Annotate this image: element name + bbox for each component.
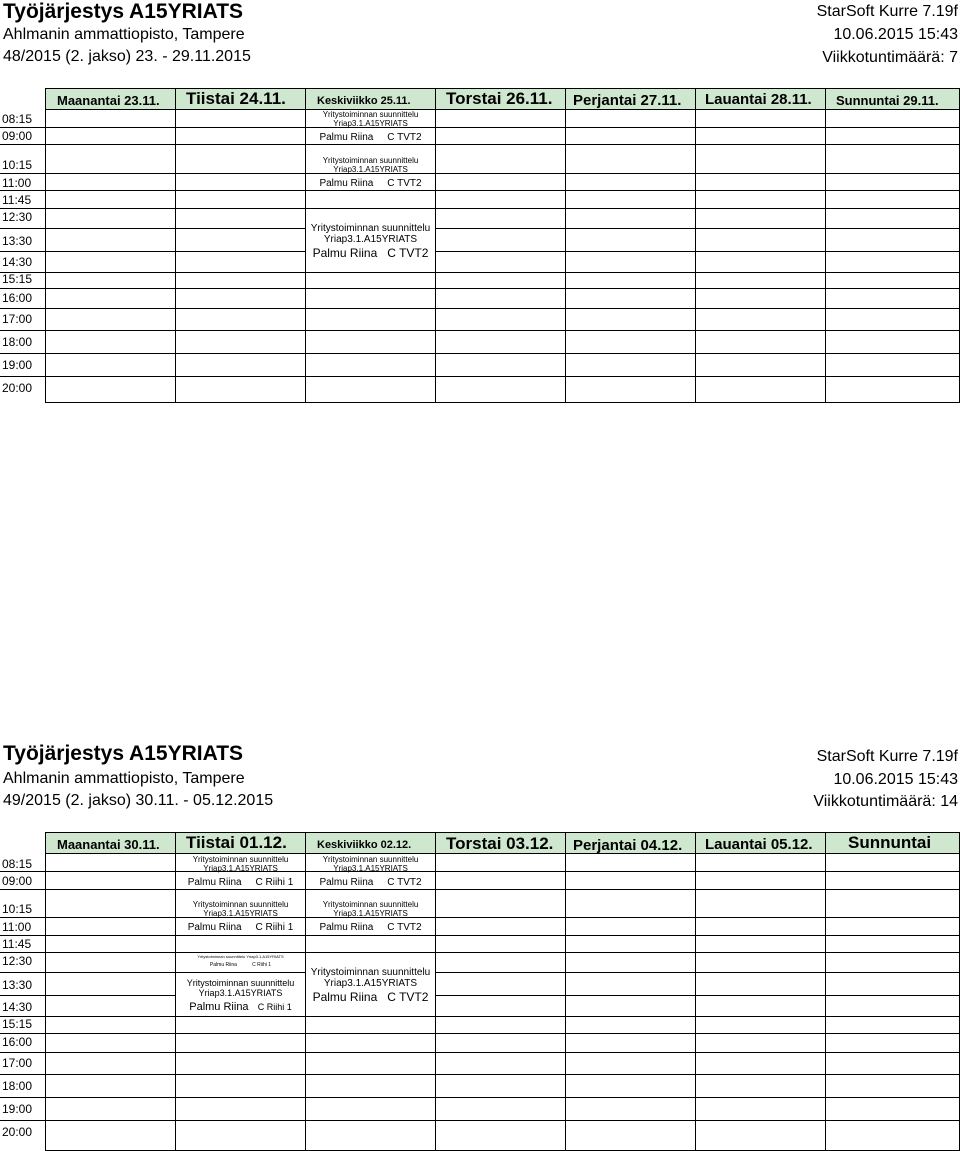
time-label: 11:45 — [2, 193, 32, 207]
time-label: 17:00 — [2, 1056, 33, 1070]
time-label: 18:00 — [2, 335, 33, 349]
row-line — [0, 288, 960, 289]
lesson-group: Yriap3.1.A15YRIATS — [333, 909, 408, 918]
time-label: 12:30 — [2, 210, 33, 224]
lesson-group: Yriap3.1.A15YRIATS — [198, 988, 283, 998]
lesson-block[interactable] — [306, 111, 435, 143]
lesson-group: Yriap3.1.A15YRIATS — [203, 864, 278, 873]
time-label: 16:00 — [2, 1035, 33, 1049]
day-header: Torstai 03.12. — [446, 834, 554, 853]
lesson-block[interactable] — [176, 955, 305, 968]
lesson-teacher: Palmu Riina — [312, 990, 378, 1004]
lesson-course: Yritystoiminnan suunnittelu — [186, 978, 295, 988]
time-label: 16:00 — [2, 291, 33, 305]
lesson-block[interactable] — [306, 157, 435, 189]
row-line — [0, 376, 960, 377]
row-line — [0, 144, 960, 145]
row-line — [0, 308, 960, 309]
day-header: Sunnuntai 29.11. — [836, 93, 939, 108]
time-label: 14:30 — [2, 255, 33, 269]
lesson-group: Yriap3.1.A15YRIATS — [246, 954, 284, 959]
day-separator — [825, 88, 826, 403]
row-line — [0, 173, 960, 174]
lesson-group: Yriap3.1.A15YRIATS — [333, 165, 408, 174]
print-timestamp: 10.06.2015 15:43 — [833, 771, 958, 788]
row-line — [0, 127, 960, 128]
lesson-group: Yriap3.1.A15YRIATS — [203, 909, 278, 918]
week-range: 48/2015 (2. jakso) 23. - 29.11.2015 — [3, 48, 251, 65]
day-header: Tiistai 01.12. — [186, 833, 287, 852]
row-line — [0, 1074, 960, 1075]
lesson-teacher: Palmu Riina — [189, 1001, 249, 1013]
lesson-room: C TVT2 — [387, 990, 429, 1004]
lesson-block[interactable] — [306, 901, 435, 933]
lesson-room: C TVT2 — [387, 877, 422, 888]
row-line — [0, 952, 960, 953]
time-label: 17:00 — [2, 312, 33, 326]
day-separator — [565, 832, 566, 1151]
time-label: 13:30 — [2, 234, 33, 248]
row-line — [0, 1097, 960, 1098]
weekly-hours: Viikkotuntimäärä: 7 — [822, 49, 958, 66]
day-header: Lauantai 28.11. — [705, 91, 812, 108]
day-header: Maanantai 23.11. — [57, 93, 160, 108]
lesson-room: C Riihi 1 — [255, 922, 294, 933]
time-label: 20:00 — [2, 381, 33, 395]
week-range: 49/2015 (2. jakso) 30.11. - 05.12.2015 — [3, 792, 274, 809]
day-header: Maanantai 30.11. — [57, 837, 160, 852]
lesson-block[interactable] — [176, 856, 305, 888]
time-label: 19:00 — [2, 1102, 33, 1116]
lesson-room: C TVT2 — [387, 922, 422, 933]
time-label: 11:45 — [2, 937, 32, 951]
day-header: Lauantai 05.12. — [705, 836, 813, 853]
lesson-block[interactable] — [306, 968, 435, 1003]
day-header: Perjantai 27.11. — [573, 92, 682, 109]
day-separator — [695, 832, 696, 1151]
row-line — [0, 995, 960, 996]
lesson-course: Yritystoiminnan suunnittelu — [310, 967, 431, 978]
day-separator — [695, 88, 696, 403]
day-header: Keskiviikko 02.12. — [317, 839, 412, 851]
day-separator — [175, 88, 176, 403]
lesson-course: Yritystoiminnan suunnittelu — [322, 855, 419, 864]
time-label: 12:30 — [2, 954, 33, 968]
software-version: StarSoft Kurre 7.19f — [816, 3, 958, 20]
organization-name: Ahlmanin ammattiopisto, Tampere — [3, 26, 245, 43]
row-line — [0, 353, 960, 354]
row-line — [0, 871, 960, 872]
row-line — [0, 917, 960, 918]
lesson-teacher: Palmu Riina — [209, 962, 237, 968]
time-label: 10:15 — [2, 902, 33, 916]
time-label: 11:00 — [2, 920, 32, 934]
time-label: 15:15 — [2, 272, 33, 286]
page-title: Työjärjestys A15YRIATS — [3, 742, 244, 765]
lesson-teacher: Palmu Riina — [312, 246, 378, 260]
lesson-course: Yritystoiminnan suunnittelu — [310, 223, 431, 234]
lesson-course: Yritystoiminnan suunnittelu — [322, 900, 419, 909]
weekly-hours: Viikkotuntimäärä: 14 — [813, 793, 958, 810]
row-line — [0, 972, 960, 973]
lesson-course: Yritystoiminnan suunnittelu — [322, 156, 419, 165]
lesson-course: Yritystoiminnan suunnittelu — [197, 954, 246, 959]
day-separator — [435, 832, 436, 1151]
row-line — [0, 1120, 960, 1121]
day-header: Perjantai 04.12. — [573, 837, 683, 854]
lesson-teacher: Palmu Riina — [319, 877, 374, 888]
lesson-teacher: Palmu Riina — [319, 132, 374, 143]
lesson-teacher: Palmu Riina — [319, 178, 374, 189]
lesson-room: C Riihi 1 — [252, 962, 272, 968]
row-line — [0, 1033, 960, 1034]
lesson-group: Yriap3.1.A15YRIATS — [333, 119, 408, 128]
time-label: 15:15 — [2, 1017, 33, 1031]
lesson-block[interactable] — [176, 979, 305, 1013]
lesson-room: C TVT2 — [387, 246, 429, 260]
lesson-course: Yritystoiminnan suunnittelu — [322, 110, 419, 119]
schedule-grid — [45, 109, 960, 403]
lesson-room: C TVT2 — [387, 132, 422, 143]
day-header: Tiistai 24.11. — [186, 89, 286, 108]
time-label: 08:15 — [2, 112, 33, 126]
time-label: 11:00 — [2, 176, 32, 190]
time-label: 20:00 — [2, 1125, 33, 1139]
row-line — [0, 330, 960, 331]
row-line — [0, 228, 960, 229]
time-label: 09:00 — [2, 874, 33, 888]
time-label: 19:00 — [2, 358, 33, 372]
row-line — [0, 889, 960, 890]
lesson-course: Yritystoiminnan suunnittelu — [192, 900, 289, 909]
time-label: 14:30 — [2, 1000, 33, 1014]
time-label: 13:30 — [2, 978, 33, 992]
row-line — [0, 272, 960, 273]
time-label: 08:15 — [2, 857, 33, 871]
time-label: 18:00 — [2, 1079, 33, 1093]
day-header: Sunnuntai — [848, 833, 932, 852]
row-line — [0, 935, 960, 936]
row-line — [0, 1016, 960, 1017]
lesson-block[interactable] — [306, 856, 435, 888]
lesson-room: C TVT2 — [387, 178, 422, 189]
page-title: Työjärjestys A15YRIATS — [3, 0, 244, 23]
row-line — [0, 251, 960, 252]
lesson-room: C Riihi 1 — [257, 1002, 292, 1012]
time-label: 10:15 — [2, 158, 33, 172]
lesson-block[interactable] — [306, 224, 435, 259]
day-header: Keskiviikko 25.11. — [317, 95, 411, 107]
lesson-group: Yriap3.1.A15YRIATS — [333, 864, 408, 873]
schedule-page-week-48 — [0, 0, 960, 410]
lesson-teacher: Palmu Riina — [187, 877, 242, 888]
day-header: Torstai 26.11. — [446, 89, 553, 108]
row-line — [0, 190, 960, 191]
row-line — [0, 208, 960, 209]
schedule-page-week-49 — [0, 741, 960, 1151]
row-line — [0, 1052, 960, 1053]
print-timestamp: 10.06.2015 15:43 — [833, 26, 958, 43]
lesson-group: Yriap3.1.A15YRIATS — [323, 234, 418, 245]
lesson-teacher: Palmu Riina — [187, 922, 242, 933]
day-separator — [825, 832, 826, 1151]
day-separator — [565, 88, 566, 403]
lesson-teacher: Palmu Riina — [319, 922, 374, 933]
lesson-room: C Riihi 1 — [255, 877, 294, 888]
time-label: 09:00 — [2, 129, 33, 143]
lesson-group: Yriap3.1.A15YRIATS — [323, 978, 418, 989]
day-separator — [435, 88, 436, 403]
organization-name: Ahlmanin ammattiopisto, Tampere — [3, 770, 245, 787]
lesson-block[interactable] — [176, 901, 305, 933]
software-version: StarSoft Kurre 7.19f — [816, 748, 958, 765]
lesson-course: Yritystoiminnan suunnittelu — [192, 855, 289, 864]
